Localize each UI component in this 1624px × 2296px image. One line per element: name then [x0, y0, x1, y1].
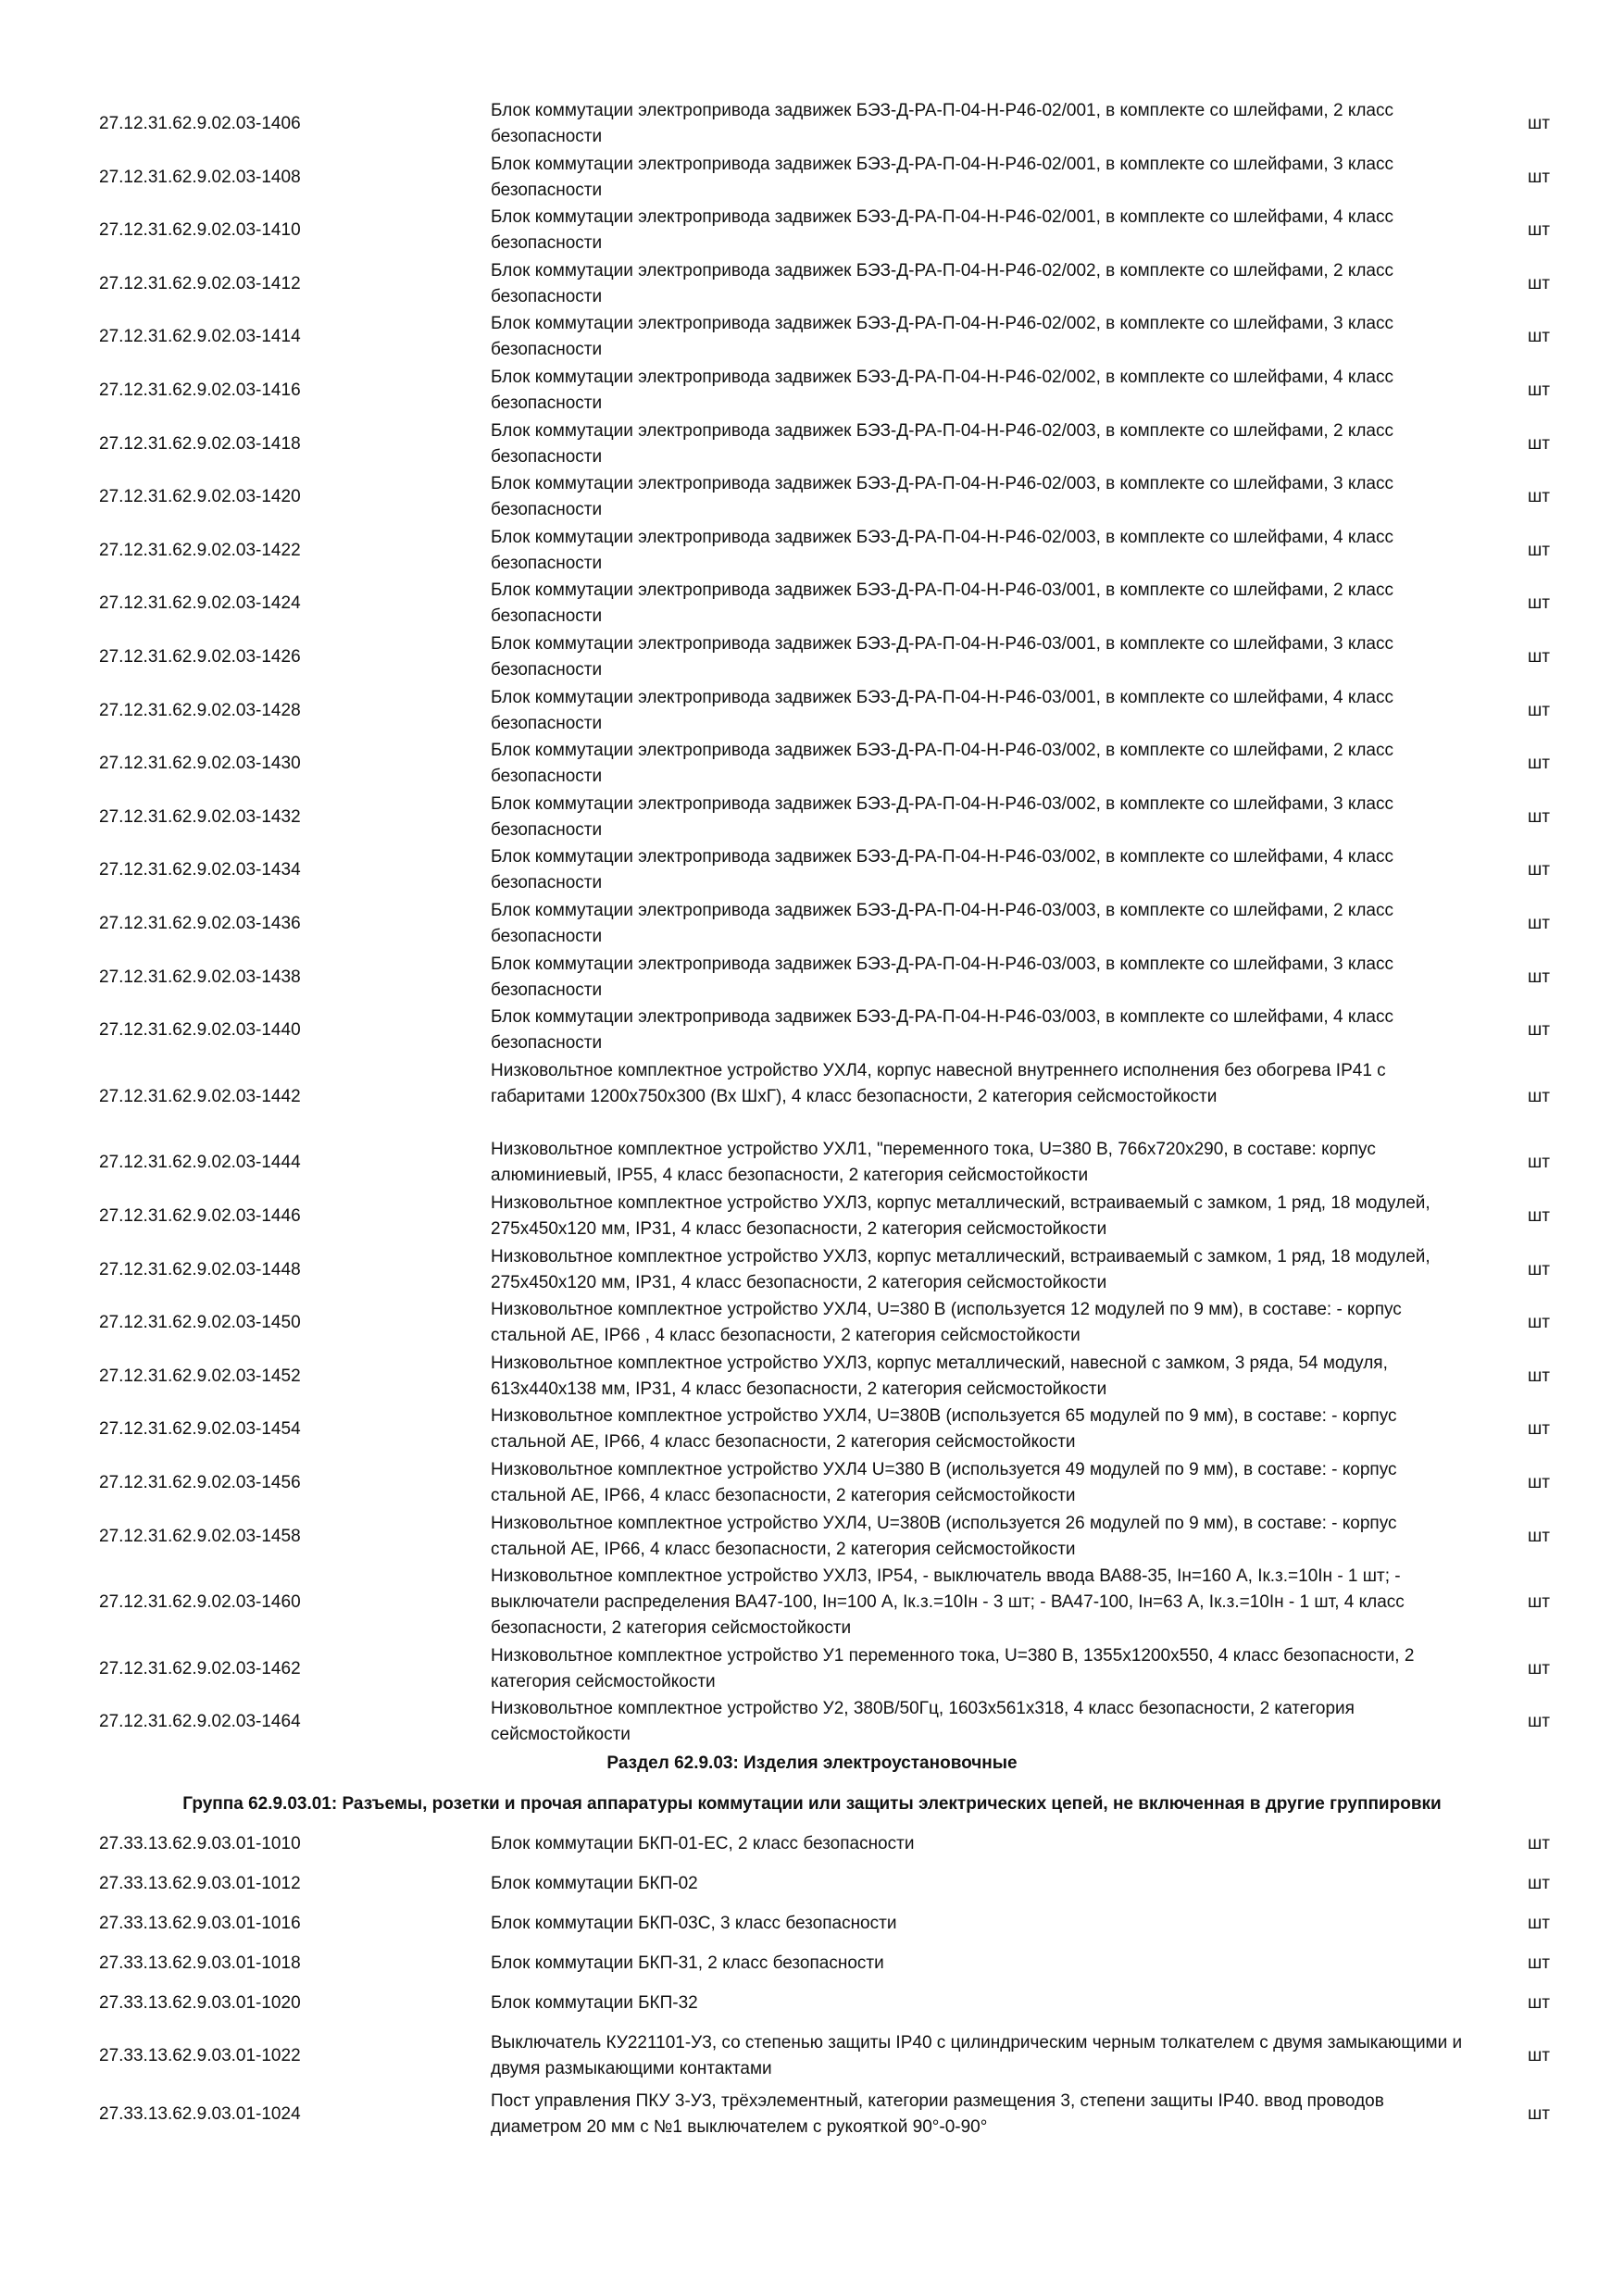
item-name: Низковольтное комплектное устройство УХЛ4, U=380В (используется 65 модулей по 9 мм), в составе: - корпус стальной АЕ, IP66, 4 класс безопасности, 2 категория сейсмостойкости [491, 1406, 1397, 1453]
item-name: Низковольтное комплектное устройство УХЛ4, корпус навесной внутреннего исполнения без обогрева IP41 с габаритами 1200х750х300 (Вх ШхГ), 4 класс безопасности, 2 категория сейсмостойкости [491, 1060, 1386, 1106]
item-code: 27.12.31.62.9.02.03-1464 [99, 1712, 301, 1732]
item-unit: шт [1528, 540, 1550, 560]
item-name: Блок коммутации электропривода задвижек БЭЗ-Д-РА-П-04-Н-Р46-02/003, в комплекте со шлейфами, 2 класс безопасности [491, 420, 1394, 467]
item-code: 27.12.31.62.9.02.03-1434 [99, 860, 301, 880]
item-code: 27.33.13.62.9.03.01-1016 [99, 1914, 301, 1933]
item-code: 27.12.31.62.9.02.03-1448 [99, 1259, 301, 1279]
item-unit: шт [1528, 1993, 1550, 2013]
item-name: Низковольтное комплектное устройство У2, 380В/50Гц, 1603х561х318, 4 класс безопасности, 2 категория сейсмостойкости [491, 1699, 1355, 1745]
table-row [0, 738, 1624, 790]
table-row [0, 1351, 1624, 1403]
item-unit: шт [1528, 1712, 1550, 1732]
table-row [0, 1244, 1624, 1296]
item-name: Блок коммутации электропривода задвижек БЭЗ-Д-РА-П-04-Н-Р46-03/003, в комплекте со шлейфами, 4 класс безопасности [491, 1007, 1394, 1054]
item-code: 27.33.13.62.9.03.01-1024 [99, 2104, 301, 2124]
item-unit: шт [1528, 1419, 1550, 1440]
table-row [0, 205, 1624, 256]
item-code: 27.12.31.62.9.02.03-1412 [99, 273, 301, 293]
item-code: 27.12.31.62.9.02.03-1418 [99, 433, 301, 454]
item-code: 27.12.31.62.9.02.03-1440 [99, 1020, 301, 1041]
item-code: 27.33.13.62.9.03.01-1022 [99, 2046, 301, 2065]
item-unit: шт [1528, 1874, 1550, 1893]
item-unit: шт [1528, 806, 1550, 827]
section-title: Раздел 62.9.03: Изделия электроустановочные [606, 1753, 1018, 1773]
item-code: 27.12.31.62.9.02.03-1424 [99, 593, 301, 614]
item-name: Блок коммутации электропривода задвижек БЭЗ-Д-РА-П-04-Н-Р46-03/001, в комплекте со шлейфами, 3 класс безопасности [491, 634, 1394, 680]
item-code: 27.33.13.62.9.03.01-1020 [99, 1993, 301, 2013]
item-name: Блок коммутации электропривода задвижек БЭЗ-Д-РА-П-04-Н-Р46-03/002, в комплекте со шлейфами, 4 класс безопасности [491, 847, 1394, 893]
item-unit: шт [1528, 1914, 1550, 1933]
item-unit: шт [1528, 220, 1550, 241]
item-code: 27.33.13.62.9.03.01-1012 [99, 1874, 301, 1893]
table-row [0, 685, 1624, 737]
table-row [0, 471, 1624, 523]
item-code: 27.12.31.62.9.02.03-1426 [99, 647, 301, 667]
table-row [0, 525, 1624, 577]
item-name: Блок коммутации БКП-01-ЕС, 2 класс безопасности [491, 1834, 915, 1853]
table-row [0, 1643, 1624, 1695]
item-unit: шт [1528, 647, 1550, 667]
item-code: 27.12.31.62.9.02.03-1430 [99, 754, 301, 774]
table-row [0, 152, 1624, 204]
item-name: Блок коммутации электропривода задвижек БЭЗ-Д-РА-П-04-Н-Р46-02/001, в комплекте со шлейфами, 4 класс безопасности [491, 207, 1394, 254]
table-row [0, 1911, 1624, 1937]
item-name: Низковольтное комплектное устройство УХЛ4, U=380 В (используется 12 модулей по 9 мм), в составе: - корпус стальной АЕ, IP66 , 4 класс безопасности, 2 категория сейсмостойкости [491, 1300, 1402, 1346]
item-code: 27.12.31.62.9.02.03-1428 [99, 700, 301, 720]
item-code: 27.12.31.62.9.02.03-1414 [99, 327, 301, 347]
item-unit: шт [1528, 114, 1550, 133]
item-code: 27.12.31.62.9.02.03-1422 [99, 540, 301, 560]
item-code: 27.12.31.62.9.02.03-1408 [99, 167, 301, 187]
table-row [0, 258, 1624, 310]
item-unit: шт [1528, 381, 1550, 400]
table-row [0, 1831, 1624, 1857]
table-row [0, 2030, 1624, 2082]
item-unit: шт [1528, 593, 1550, 614]
item-name: Блок коммутации электропривода задвижек БЭЗ-Д-РА-П-04-Н-Р46-03/001, в комплекте со шлейфами, 2 класс безопасности [491, 580, 1394, 627]
item-code: 27.12.31.62.9.02.03-1454 [99, 1419, 301, 1440]
item-unit: шт [1528, 1834, 1550, 1853]
item-code: 27.33.13.62.9.03.01-1010 [99, 1834, 301, 1853]
table-row [0, 311, 1624, 363]
group-title: Группа 62.9.03.01: Разъемы, розетки и прочая аппаратуры коммутации или защиты электрических цепей, не включенная в другие группировки [182, 1794, 1442, 1814]
table-row [0, 1871, 1624, 1897]
item-unit: шт [1528, 1366, 1550, 1386]
item-name: Низковольтное комплектное устройство УХЛ3, корпус металлический, встраиваемый с замком, 1 ряд, 18 модулей, 275х450х120 мм, IP31, 4 класс безопасности, 2 категория сейсмостойкости [491, 1193, 1430, 1239]
item-code: 27.12.31.62.9.02.03-1456 [99, 1473, 301, 1492]
item-unit: шт [1528, 700, 1550, 720]
item-unit: шт [1528, 1313, 1550, 1333]
item-unit: шт [1528, 754, 1550, 774]
item-name: Блок коммутации БКП-31, 2 класс безопасности [491, 1953, 884, 1973]
item-unit: шт [1528, 1473, 1550, 1492]
table-row [0, 898, 1624, 950]
item-name: Блок коммутации электропривода задвижек БЭЗ-Д-РА-П-04-Н-Р46-02/001, в комплекте со шлейфами, 3 класс безопасности [491, 154, 1394, 200]
item-code: 27.12.31.62.9.02.03-1450 [99, 1313, 301, 1333]
item-name: Блок коммутации электропривода задвижек БЭЗ-Д-РА-П-04-Н-Р46-03/002, в комплекте со шлейфами, 2 класс безопасности [491, 741, 1394, 787]
table-row [0, 1457, 1624, 1509]
table-row [0, 844, 1624, 896]
item-unit: шт [1528, 1153, 1550, 1173]
table-row [0, 1990, 1624, 2016]
item-code: 27.12.31.62.9.02.03-1416 [99, 381, 301, 400]
item-code: 27.33.13.62.9.03.01-1018 [99, 1953, 301, 1973]
item-name: Блок коммутации электропривода задвижек БЭЗ-Д-РА-П-04-Н-Р46-02/002, в комплекте со шлейфами, 3 класс безопасности [491, 314, 1394, 360]
item-code: 27.12.31.62.9.02.03-1462 [99, 1658, 301, 1678]
item-code: 27.12.31.62.9.02.03-1446 [99, 1206, 301, 1226]
item-name: Низковольтное комплектное устройство УХЛ3, корпус металлический, навесной с замком, 3 ряда, 54 модуля, 613х440х138 мм, IP31, 4 класс безопасности, 2 категория сейсмостойкости [491, 1353, 1388, 1399]
item-code: 27.12.31.62.9.02.03-1460 [99, 1592, 301, 1613]
item-name: Низковольтное комплектное устройство УХЛ4 U=380 В (используется 49 модулей по 9 мм), в составе: - корпус стальной АЕ, IP66, 4 класс безопасности, 2 категория сейсмостойкости [491, 1460, 1397, 1505]
item-name: Блок коммутации электропривода задвижек БЭЗ-Д-РА-П-04-Н-Р46-03/002, в комплекте со шлейфами, 3 класс безопасности [491, 793, 1394, 840]
item-name: Выключатель КУ221101-У3, со степенью защиты IP40 с цилиндрическим черным толкателем с двумя замыкающими и двумя размыкающими контактами [491, 2033, 1463, 2078]
table-row [0, 1404, 1624, 1455]
item-code: 27.12.31.62.9.02.03-1458 [99, 1526, 301, 1546]
item-unit: шт [1528, 167, 1550, 187]
table-row [0, 631, 1624, 683]
item-unit: шт [1528, 1020, 1550, 1041]
item-unit: шт [1528, 860, 1550, 880]
item-unit: шт [1528, 1206, 1550, 1226]
item-name: Низковольтное комплектное устройство УХЛ1, "переменного тока, U=380 В, 766х720х290, в составе: корпус алюминиевый, IP55, 4 класс безопасности, 2 категория сейсмостойкости [491, 1140, 1376, 1186]
item-unit: шт [1528, 1526, 1550, 1546]
table-row [0, 1137, 1624, 1189]
item-code: 27.12.31.62.9.02.03-1442 [99, 1086, 301, 1106]
table-row [0, 418, 1624, 470]
item-name: Блок коммутации электропривода задвижек БЭЗ-Д-РА-П-04-Н-Р46-03/003, в комплекте со шлейфами, 3 класс безопасности [491, 954, 1394, 1000]
table-row [0, 1511, 1624, 1563]
item-name: Блок коммутации электропривода задвижек БЭЗ-Д-РА-П-04-Н-Р46-02/003, в комплекте со шлейфами, 4 класс безопасности [491, 527, 1394, 573]
item-name: Блок коммутации БКП-03С, 3 класс безопасности [491, 1914, 897, 1933]
item-name: Низковольтное комплектное устройство УХЛ3, корпус металлический, встраиваемый с замком, 1 ряд, 18 модулей, 275х450х120 мм, IP31, 4 класс безопасности, 2 категория сейсмостойкости [491, 1246, 1430, 1292]
item-name: Блок коммутации электропривода задвижек БЭЗ-Д-РА-П-04-Н-Р46-03/001, в комплекте со шлейфами, 4 класс безопасности [491, 687, 1394, 733]
item-unit: шт [1528, 1953, 1550, 1973]
table-row [0, 952, 1624, 1004]
table-row [0, 365, 1624, 417]
item-code: 27.12.31.62.9.02.03-1406 [99, 114, 301, 133]
item-code: 27.12.31.62.9.02.03-1410 [99, 220, 301, 241]
item-unit: шт [1528, 487, 1550, 507]
item-name: Блок коммутации электропривода задвижек БЭЗ-Д-РА-П-04-Н-Р46-02/002, в комплекте со шлейфами, 2 класс безопасности [491, 260, 1394, 306]
item-unit: шт [1528, 1658, 1550, 1678]
item-name: Блок коммутации электропривода задвижек БЭЗ-Д-РА-П-04-Н-Р46-02/002, в комплекте со шлейфами, 4 класс безопасности [491, 368, 1394, 413]
table-row [0, 98, 1624, 150]
table-row [0, 1696, 1624, 1748]
table-row [0, 1058, 1624, 1136]
item-name: Блок коммутации БКП-32 [491, 1993, 698, 2013]
item-unit: шт [1528, 273, 1550, 293]
table-row [0, 1004, 1624, 1056]
item-code: 27.12.31.62.9.02.03-1436 [99, 914, 301, 933]
item-name: Блок коммутации БКП-02 [491, 1874, 698, 1893]
item-unit: шт [1528, 967, 1550, 987]
item-name: Низковольтное комплектное устройство УХЛ3, IP54, - выключатель ввода ВА88-35, Iн=160 А, Iк.з.=10Iн - 1 шт; - выключатели распределения ВА47-100, Iн=100 А, Iк.з.=10Iн - 3 шт; - ВА47-100, Iн=63 А, Iк.з.=10Iн - 1 шт, 4 класс безопасности, 2 категория сейсмостойкости [491, 1566, 1405, 1639]
item-unit: шт [1528, 1086, 1550, 1106]
item-code: 27.12.31.62.9.02.03-1438 [99, 967, 301, 987]
table-row [0, 1564, 1624, 1641]
table-row [0, 578, 1624, 630]
item-name: Блок коммутации электропривода задвижек БЭЗ-Д-РА-П-04-Н-Р46-02/003, в комплекте со шлейфами, 3 класс безопасности [491, 474, 1394, 520]
item-name: Блок коммутации электропривода задвижек БЭЗ-Д-РА-П-04-Н-Р46-02/001, в комплекте со шлейфами, 2 класс безопасности [491, 101, 1394, 146]
item-unit: шт [1528, 327, 1550, 347]
item-unit: шт [1528, 1259, 1550, 1279]
table-row [0, 792, 1624, 843]
item-code: 27.12.31.62.9.02.03-1432 [99, 806, 301, 827]
item-unit: шт [1528, 914, 1550, 933]
item-unit: шт [1528, 433, 1550, 454]
item-name: Блок коммутации электропривода задвижек БЭЗ-Д-РА-П-04-Н-Р46-03/003, в комплекте со шлейфами, 2 класс безопасности [491, 901, 1394, 946]
item-name: Пост управления ПКУ 3-У3, трёхэлементный, категории размещения 3, степени защиты IP40. ввод проводов диаметром 20 мм с №1 выключателем с рукояткой 90°-0-90° [491, 2091, 1384, 2137]
item-code: 27.12.31.62.9.02.03-1420 [99, 487, 301, 507]
table-row [0, 1297, 1624, 1349]
item-name: Низковольтное комплектное устройство УХЛ4, U=380В (используется 26 модулей по 9 мм), в составе: - корпус стальной АЕ, IP66, 4 класс безопасности, 2 категория сейсмостойкости [491, 1513, 1397, 1559]
item-unit: шт [1528, 1592, 1550, 1613]
item-unit: шт [1528, 2046, 1550, 2065]
table-row [0, 1951, 1624, 1977]
item-name: Низковольтное комплектное устройство У1 переменного тока, U=380 В, 1355х1200х550, 4 класс безопасности, 2 категория сейсмостойкости [491, 1645, 1415, 1691]
item-unit: шт [1528, 2104, 1550, 2124]
table-row [0, 1191, 1624, 1242]
item-code: 27.12.31.62.9.02.03-1452 [99, 1366, 301, 1386]
item-code: 27.12.31.62.9.02.03-1444 [99, 1153, 301, 1173]
table-row [0, 2089, 1624, 2140]
